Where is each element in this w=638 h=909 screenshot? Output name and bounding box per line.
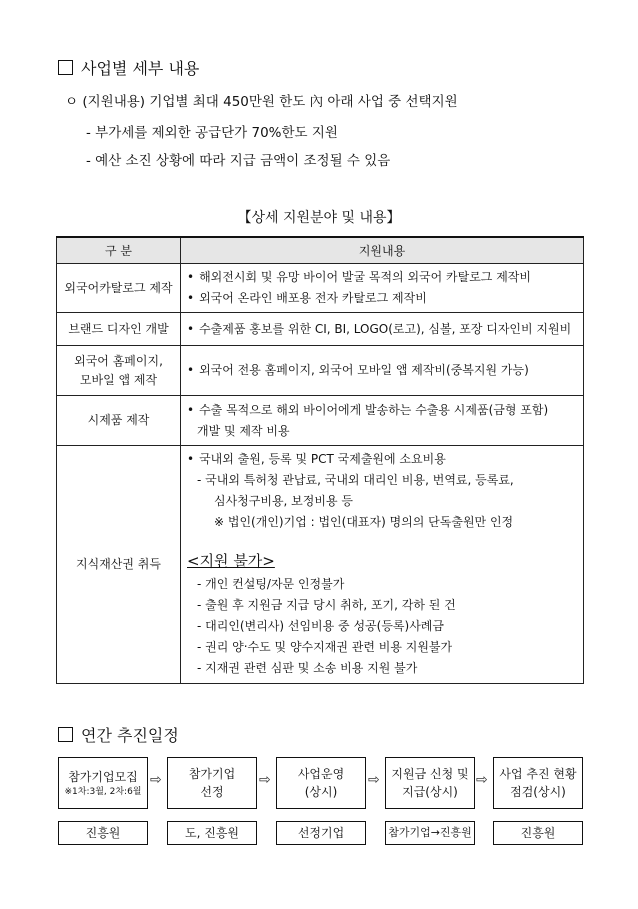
flow-step-line1: 참가기업모집 xyxy=(68,770,138,784)
flow-step-line2: 점검(상시) xyxy=(510,785,566,799)
row-item: • 해외전시회 및 유망 바이어 발굴 목적의 외국어 카탈로그 제작비 xyxy=(187,267,577,288)
section-heading-details xyxy=(58,56,199,79)
flow-step-line1: 참가기업 xyxy=(188,767,236,781)
row-content xyxy=(181,446,584,684)
row-dash-item-continued: 심사청구비용, 보정비용 등 xyxy=(214,494,353,508)
row-item: • 외국어 온라인 배포용 전자 카탈로그 제작비 xyxy=(187,288,577,309)
table-row xyxy=(57,264,584,313)
flow-owner: 참가기업→진흥원 xyxy=(385,821,475,845)
section-heading-schedule xyxy=(58,723,179,746)
support-intro-text: (지원내용) 기업별 최대 450만원 한도 內 아래 사업 중 선택지원 xyxy=(82,94,458,110)
row-category: 외국어카탈로그 제작 xyxy=(57,264,181,313)
row-content xyxy=(181,264,584,313)
row-category: 브랜드 디자인 개발 xyxy=(57,313,181,346)
row-content xyxy=(181,313,584,346)
row-category-line: 모바일 앱 제작 xyxy=(79,372,158,387)
table-row xyxy=(57,313,584,346)
support-sub-1: - 부가세를 제외한 공급단가 70%한도 지원 xyxy=(86,125,338,141)
table-row xyxy=(57,396,584,446)
flow-step-line2: 선정 xyxy=(200,785,224,799)
row-category-line: 외국어 홈페이지, xyxy=(74,353,163,368)
not-supported-item: - 개인 컨설팅/자문 인정불가 xyxy=(197,577,345,591)
flow-owner: 도, 진흥원 xyxy=(167,821,257,845)
table-header-row xyxy=(57,237,584,264)
flow-step-line2: (상시) xyxy=(304,785,338,799)
section-title: 사업별 세부 내용 xyxy=(81,59,200,78)
support-intro xyxy=(65,90,458,110)
row-category: 시제품 제작 xyxy=(57,396,181,446)
table-row xyxy=(57,346,584,396)
row-item: • 외국어 전용 홈페이지, 외국어 모바일 앱 제작비(중복지원 가능) xyxy=(187,360,577,381)
not-supported-item: - 권리 양‧수도 및 양수지재권 관련 비용 지원불가 xyxy=(197,640,453,654)
circle-bullet-icon: ㅇ xyxy=(65,94,79,110)
checkbox-square-icon xyxy=(58,60,73,75)
table-title: 【상세 지원분야 및 내용】 xyxy=(237,210,401,226)
flow-owner: 진흥원 xyxy=(493,821,583,845)
not-supported-item: - 지재권 관련 심판 및 소송 비용 지원 불가 xyxy=(197,661,418,675)
checkbox-square-icon xyxy=(58,727,73,742)
flow-step xyxy=(58,757,148,809)
right-arrow-icon: ⇨ xyxy=(368,772,380,788)
section-title: 연간 추진일정 xyxy=(81,726,179,745)
row-note: ※ 법인(개인)기업 : 법인(대표자) 명의의 단독출원만 인정 xyxy=(214,515,514,529)
flow-step xyxy=(167,757,257,809)
row-item-continued: 개발 및 제작 비용 xyxy=(197,423,290,438)
not-supported-item: - 출원 후 지원금 지급 당시 취하, 포기, 각하 된 건 xyxy=(197,598,456,612)
row-dash-item: - 국내외 특허청 관납료, 국내외 대리인 비용, 번역료, 등록료, xyxy=(197,473,514,487)
row-category xyxy=(57,346,181,396)
row-item: • 수출제품 홍보를 위한 CI, BI, LOGO(로고), 심볼, 포장 디자인비 지원비 xyxy=(187,319,577,340)
flow-step-line2: 지급(상시) xyxy=(402,785,458,799)
flow-step-line1: 사업운영 xyxy=(297,767,345,781)
row-item: • 국내외 출원, 등록 및 PCT 국제출원에 소요비용 xyxy=(187,449,577,470)
flow-step-line1: 사업 추진 현황 xyxy=(499,767,577,781)
header-category: 구 분 xyxy=(57,237,181,264)
flow-step-line2: ※1차:3월, 2차:6월 xyxy=(64,787,142,797)
support-sub-2: - 예산 소진 상황에 따라 지급 금액이 조정될 수 있음 xyxy=(86,153,391,169)
flow-step xyxy=(493,757,583,809)
table-row xyxy=(57,446,584,684)
flow-owner: 선정기업 xyxy=(276,821,366,845)
not-supported-item: - 대리인(변리사) 선임비용 중 성공(등록)사례금 xyxy=(197,619,444,633)
flow-step-line1: 지원금 신청 및 xyxy=(391,767,469,781)
row-content xyxy=(181,396,584,446)
right-arrow-icon: ⇨ xyxy=(476,772,488,788)
header-content: 지원내용 xyxy=(181,237,584,264)
row-category: 지식재산권 취득 xyxy=(57,446,181,684)
not-supported-title: <지원 불가> xyxy=(187,552,275,570)
support-table xyxy=(56,236,584,684)
right-arrow-icon: ⇨ xyxy=(150,772,162,788)
flow-step xyxy=(385,757,475,809)
right-arrow-icon: ⇨ xyxy=(259,772,271,788)
flow-owner: 진흥원 xyxy=(58,821,148,845)
row-content xyxy=(181,346,584,396)
row-item: • 수출 목적으로 해외 바이어에게 발송하는 수출용 시제품(금형 포함) xyxy=(187,400,577,421)
flow-step xyxy=(276,757,366,809)
